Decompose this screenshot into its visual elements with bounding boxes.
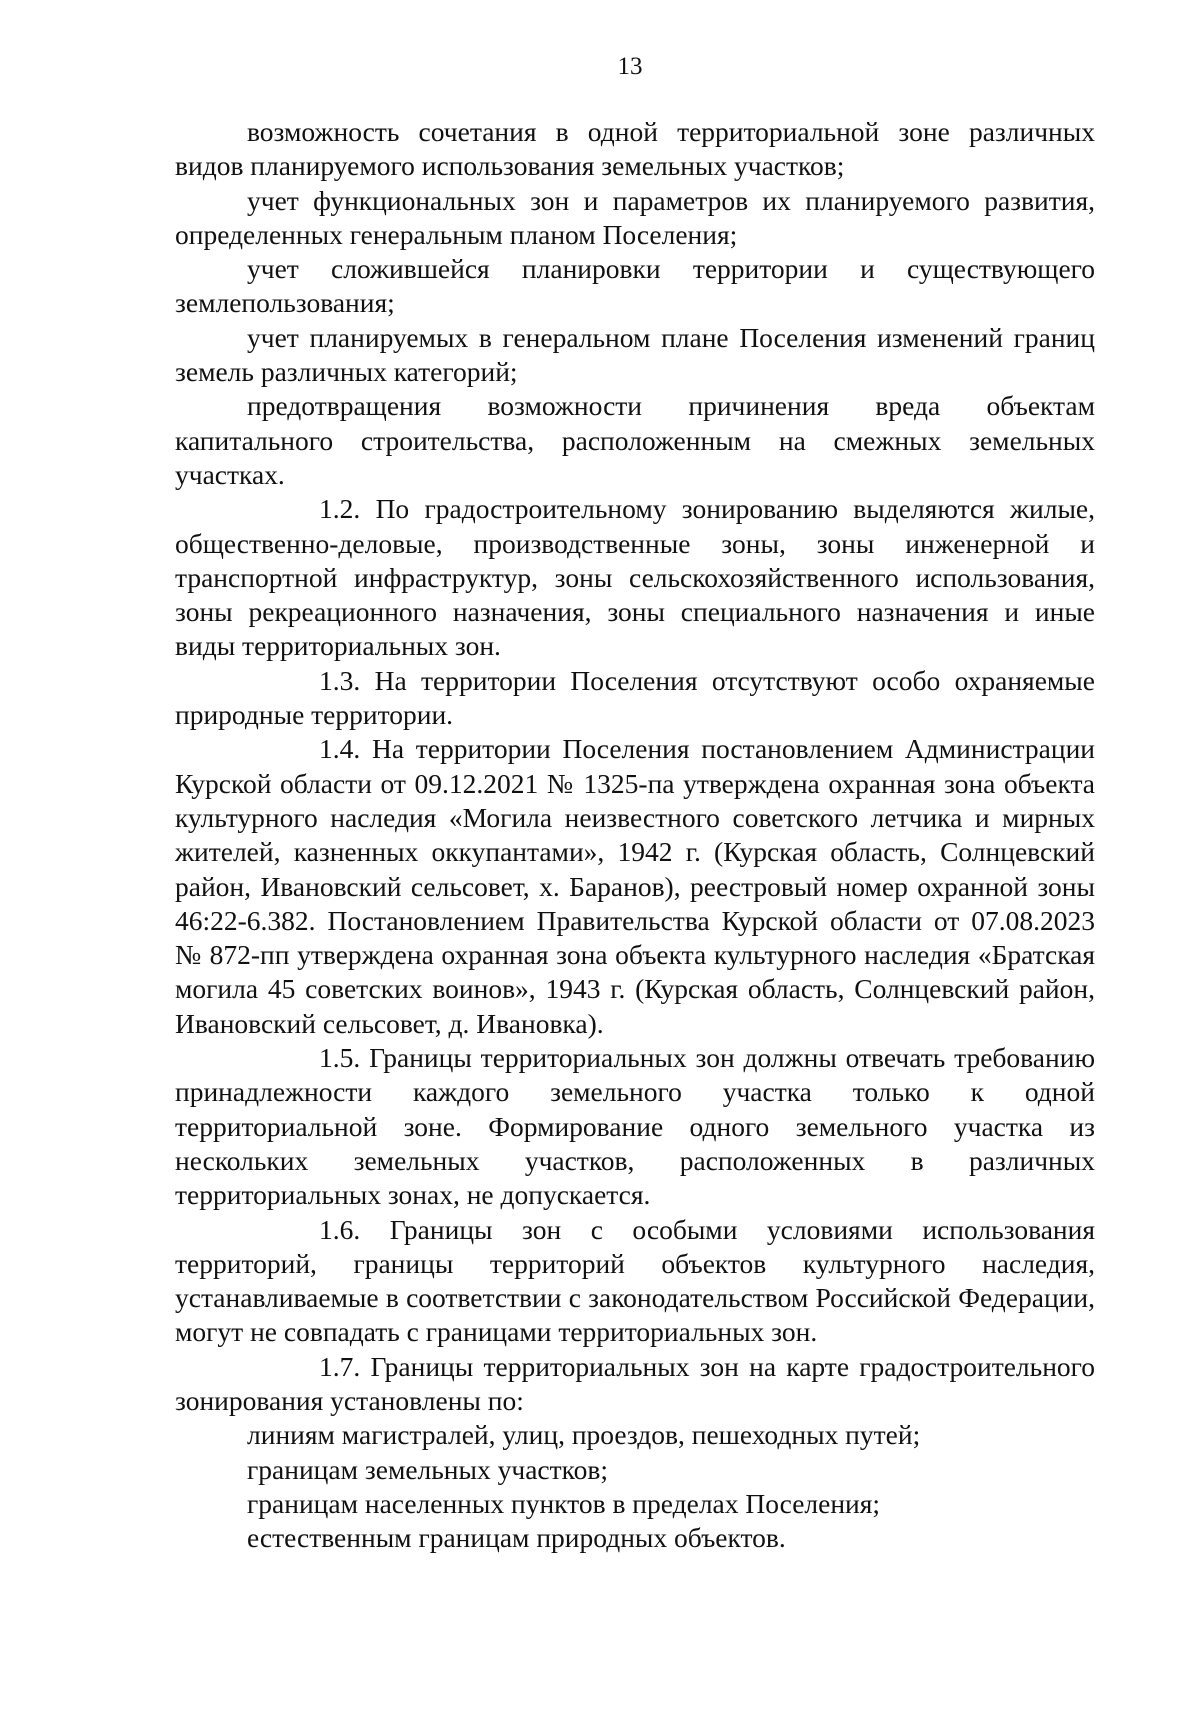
list-item-settlements: границам населенных пунктов в пределах Поселения; <box>247 1487 881 1519</box>
paragraph-number: 1.6. <box>319 1213 361 1245</box>
paragraph-text: На территории Поселения постановлением Администрации Курской области от 09.12.2021 № 1325-па утверждена охранная зона объекта культурного наследия «Могила неизвестного советского летчика и мирных жителей, казненных оккупантами», 1942 г. (Курская область, Солнцевский район, Ивановский сельсовет, х. Баранов), реестровый номер охранной зоны 46:22-6.382. Постановлением Правительства Курской области от 07.08.2023 № 872-пп утверждена охранная зона объекта культурного наследия «Братская могила 45 советских воинов», 1943 г. (Курская область, Солнцевский район, Ивановский сельсовет, д. Ивановка). <box>175 733 1096 1039</box>
paragraph-text: возможность сочетания в одной территориальной зоне различных видов планируемого использования земельных участков; <box>175 116 1095 182</box>
paragraph-1-6 <box>175 1213 1095 1350</box>
paragraph-text: учет функциональных зон и параметров их планируемого развития, определенных генеральным планом Поселения; <box>175 184 1095 250</box>
paragraph-number: 1.3. <box>319 664 361 696</box>
page-number: 13 <box>617 53 643 80</box>
paragraph-text: учет сложившейся планировки территории и существующего землепользования; <box>175 253 1095 319</box>
paragraph-number: 1.4. <box>319 733 361 765</box>
paragraph-text: По градостроительному зонированию выделяются жилые, общественно-деловые, производственные зоны, зоны инженерной и транспортной инфраструктур, зоны сельскохозяйственного использования, зоны рекреационного назначения, зоны специального назначения и иные виды территориальных зон. <box>175 493 1096 662</box>
paragraph-text: Границы территориальных зон на карте градостроительного зонирования установлены по: <box>175 1350 1096 1416</box>
paragraph-1-5 <box>175 1041 1095 1212</box>
paragraph-text: учет планируемых в генеральном плане Поселения изменений границ земель различных категорий; <box>175 321 1095 388</box>
paragraph-text: предотвращения возможности причинения вреда объектам капитального строительства, расположенным на смежных земельных участках. <box>175 390 1095 490</box>
list-item-land-plots: границам земельных участков; <box>247 1453 608 1485</box>
document-body <box>175 115 1095 1555</box>
paragraph-number: 1.5. <box>319 1042 361 1074</box>
paragraph-number: 1.2. <box>319 493 361 525</box>
list-item-natural-objects: естественным границам природных объектов. <box>247 1522 786 1554</box>
paragraph-existing-planning <box>175 252 1095 321</box>
paragraph-text: На территории Поселения отсутствуют особо охраняемые природные территории. <box>175 664 1095 731</box>
paragraph-1-2 <box>175 492 1095 663</box>
paragraph-text: Границы зон с особыми условиями использования территорий, границы территорий объектов культурного наследия, устанавливаемые в соответствии с законодательством Российской Федерации, могут не совпадать с границами территориальных зон. <box>175 1213 1095 1348</box>
paragraph-functional-zones <box>175 184 1095 253</box>
paragraph-1-3 <box>175 664 1095 733</box>
paragraph-number: 1.7. <box>319 1350 361 1382</box>
list-item-highways: линиям магистралей, улиц, проездов, пешеходных путей; <box>247 1419 921 1451</box>
paragraph-1-4 <box>175 732 1095 1041</box>
paragraph-1-7 <box>175 1350 1095 1419</box>
paragraph-harm-prevention <box>175 389 1095 492</box>
paragraph-zone-combination <box>175 115 1095 184</box>
paragraph-land-category-changes <box>175 321 1095 390</box>
paragraph-text: Границы территориальных зон должны отвечать требованию принадлежности каждого земельного участка только к одной территориальной зоне. Формирование одного земельного участка из нескольких земельных участков, расположенных в различных территориальных зонах, не допускается. <box>175 1042 1095 1211</box>
